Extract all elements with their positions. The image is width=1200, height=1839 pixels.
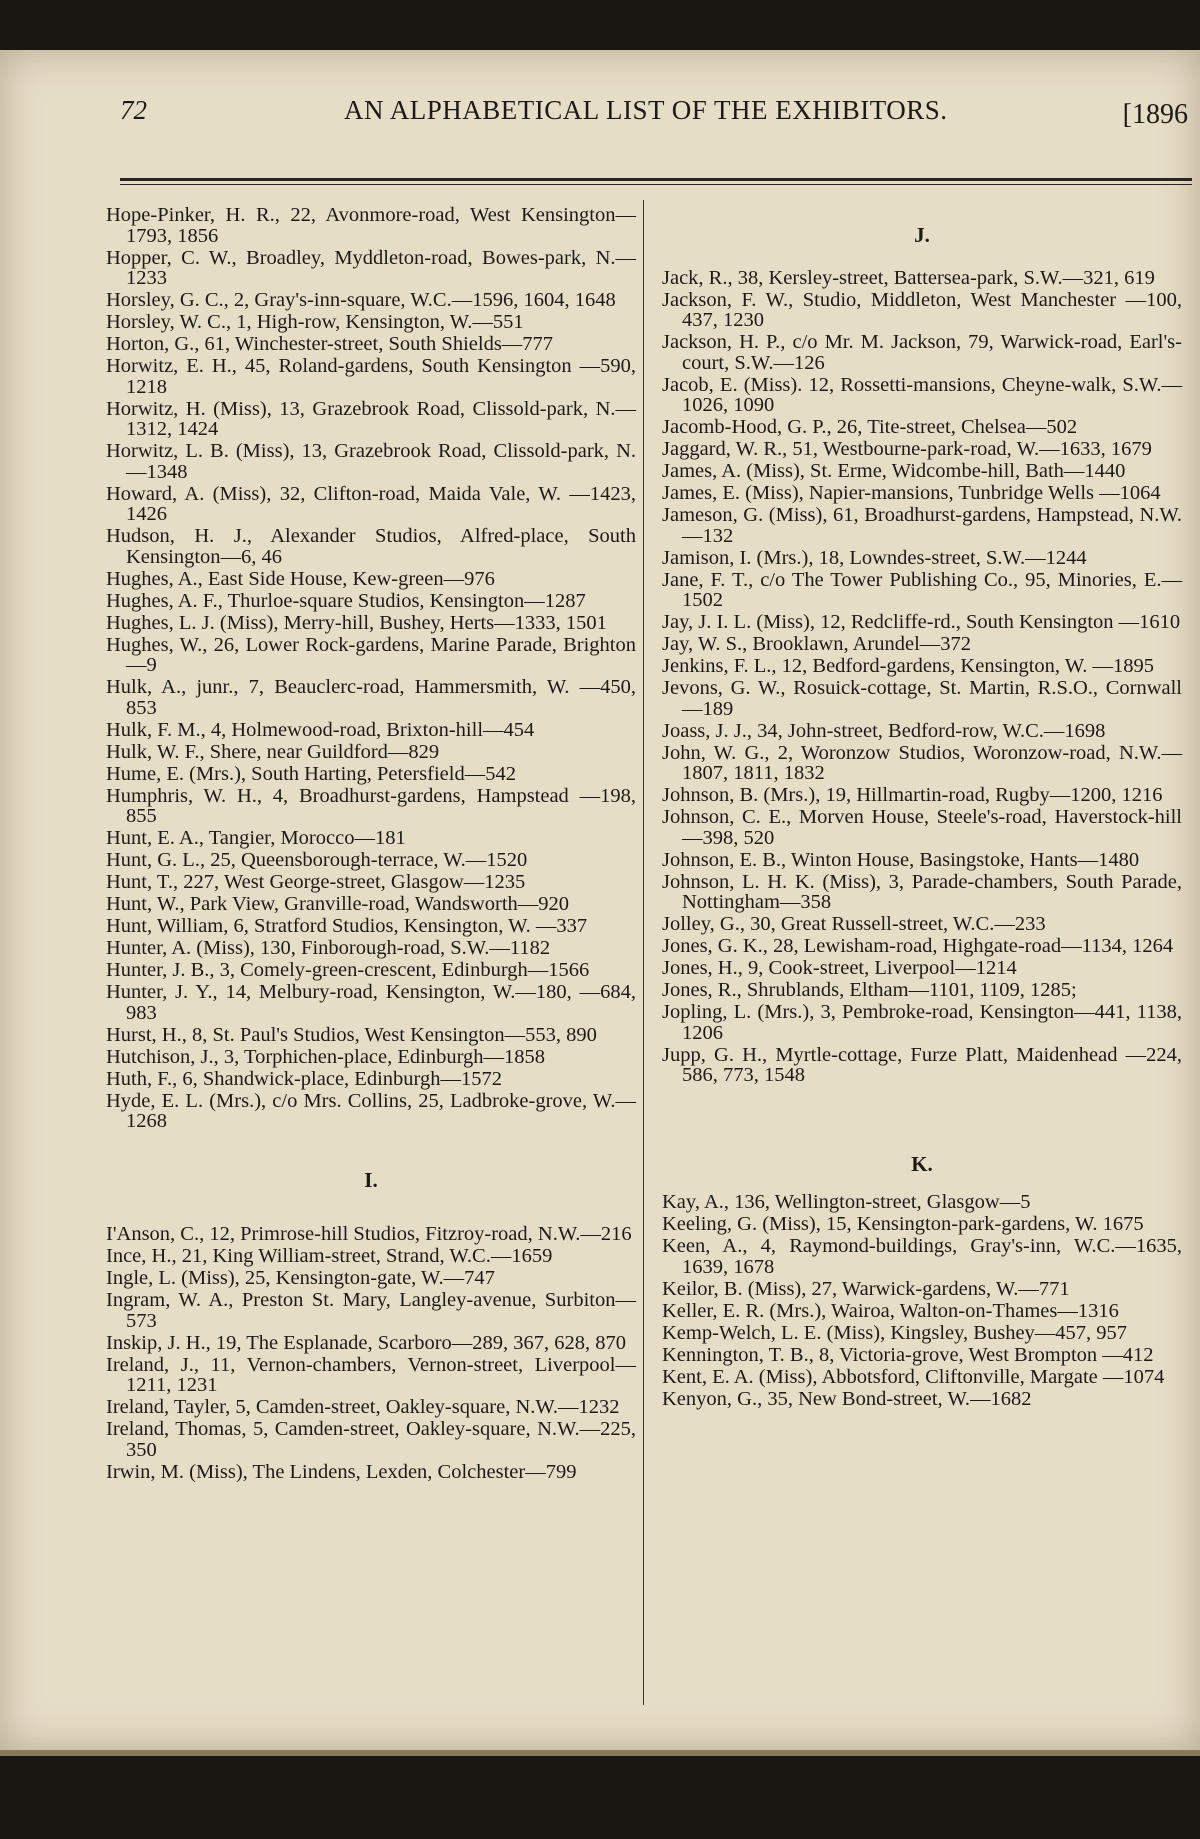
list-item: Jackson, F. W., Studio, Middleton, West Manchester —100, 437, 1230: [662, 288, 1182, 331]
section-heading-i: I.: [364, 1167, 378, 1192]
list-item: Ireland, Tayler, 5, Camden-street, Oakley-square, N.W.—1232: [106, 1396, 620, 1418]
list-item: Joass, J. J., 34, John-street, Bedford-row, W.C.—1698: [662, 719, 1106, 742]
list-item: Hume, E. (Mrs.), South Harting, Petersfield—542: [106, 762, 516, 785]
list-item: Jenkins, F. L., 12, Bedford-gardens, Kensington, W. —1895: [662, 655, 1155, 677]
list-item: Horwitz, L. B. (Miss), 13, Grazebrook Road, Clissold-park, N.—1348: [106, 440, 636, 483]
list-item: Ingram, W. A., Preston St. Mary, Langley-avenue, Surbiton—573: [106, 1289, 636, 1332]
list-item: Howard, A. (Miss), 32, Clifton-road, Maida Vale, W. —1423, 1426: [106, 482, 636, 525]
list-item: Hulk, A., junr., 7, Beauclerc-road, Hammersmith, W. —450, 853: [106, 676, 636, 719]
list-item: Jamison, I. (Mrs.), 18, Lowndes-street, S.W.—1244: [662, 546, 1087, 569]
right-column: [662, 205, 1182, 1411]
list-item: James, A. (Miss), St. Erme, Widcombe-hill, Bath—1440: [662, 460, 1126, 482]
list-item: Hunt, E. A., Tangier, Morocco—181: [106, 827, 406, 849]
list-item: Hughes, A., East Side House, Kew-green—976: [106, 567, 495, 590]
list-item: Irwin, M. (Miss), The Lindens, Lexden, Colchester—799: [106, 1460, 577, 1483]
list-item: Jackson, H. P., c/o Mr. M. Jackson, 79, Warwick-road, Earl's-court, S.W.—126: [662, 331, 1182, 374]
list-item: Hunter, A. (Miss), 130, Finborough-road, S.W.—1182: [106, 937, 551, 959]
list-item: Jay, W. S., Brooklawn, Arundel—372: [662, 633, 972, 655]
left-column: [106, 205, 636, 1484]
list-item: Jones, H., 9, Cook-street, Liverpool—1214: [662, 957, 1017, 979]
list-item: Jack, R., 38, Kersley-street, Battersea-park, S.W.—321, 619: [662, 266, 1155, 289]
list-item: Hopper, C. W., Broadley, Myddleton-road, Bowes-park, N.—1233: [106, 246, 636, 289]
list-item: Johnson, C. E., Morven House, Steele's-road, Haverstock-hill—398, 520: [662, 806, 1182, 849]
list-item: Kennington, T. B., 8, Victoria-grove, West Brompton —412: [662, 1343, 1154, 1366]
list-item: Hughes, L. J. (Miss), Merry-hill, Bushey, Herts—1333, 1501: [106, 611, 607, 634]
list-item: Hutchison, J., 3, Torphichen-place, Edinburgh—1858: [106, 1045, 546, 1068]
list-item: Hunt, William, 6, Stratford Studios, Kensington, W. —337: [106, 915, 588, 937]
list-item: Jameson, G. (Miss), 61, Broadhurst-gardens, Hampstead, N.W.—132: [662, 504, 1182, 547]
section-heading-k: K.: [911, 1151, 933, 1176]
list-item: Jacob, E. (Miss). 12, Rossetti-mansions, Cheyne-walk, S.W.—1026, 1090: [662, 373, 1182, 416]
year-mark: [1896: [1122, 99, 1188, 130]
list-item: Hurst, H., 8, St. Paul's Studios, West Kensington—553, 890: [106, 1023, 597, 1046]
list-item: Ince, H., 21, King William-street, Strand, W.C.—1659: [106, 1245, 553, 1267]
list-item: Jolley, G., 30, Great Russell-street, W.C.—233: [662, 913, 1046, 935]
list-item: Johnson, B. (Mrs.), 19, Hillmartin-road, Rugby—1200, 1216: [662, 784, 1163, 806]
list-item: Jay, J. I. L. (Miss), 12, Redcliffe-rd., South Kensington —1610: [662, 611, 1181, 633]
list-item: Johnson, L. H. K. (Miss), 3, Parade-chambers, South Parade, Nottingham—358: [662, 870, 1182, 913]
list-item: Jones, G. K., 28, Lewisham-road, Highgate-road—1134, 1264: [662, 935, 1174, 957]
list-item: Hughes, W., 26, Lower Rock-gardens, Marine Parade, Brighton—9: [106, 633, 636, 676]
list-item: Inskip, J. H., 19, The Esplanade, Scarboro—289, 367, 628, 870: [106, 1331, 627, 1354]
list-item: Hunt, G. L., 25, Queensborough-terrace, W.—1520: [106, 849, 528, 871]
list-item: John, W. G., 2, Woronzow Studios, Woronzow-road, N.W.—1807, 1811, 1832: [662, 741, 1182, 784]
list-item: Jacomb-Hood, G. P., 26, Tite-street, Chelsea—502: [662, 416, 1078, 438]
list-item: Jopling, L. (Mrs.), 3, Pembroke-road, Kensington—441, 1138, 1206: [662, 1001, 1182, 1044]
list-item: Hulk, F. M., 4, Holmewood-road, Brixton-hill—454: [106, 718, 535, 741]
list-item: Kemp-Welch, L. E. (Miss), Kingsley, Bushey—457, 957: [662, 1321, 1128, 1344]
list-item: Hope-Pinker, H. R., 22, Avonmore-road, West Kensington—1793, 1856: [106, 204, 636, 247]
list-item: Horton, G., 61, Winchester-street, South Shields—777: [106, 333, 554, 355]
list-item: Ireland, Thomas, 5, Camden-street, Oakley-square, N.W.—225, 350: [106, 1418, 636, 1461]
page-edge: [0, 1750, 1200, 1756]
list-item: Jane, F. T., c/o The Tower Publishing Co., 95, Minories, E.—1502: [662, 568, 1182, 611]
list-item: Hulk, W. F., Shere, near Guildford—829: [106, 740, 440, 763]
list-item: Hunt, W., Park View, Granville-road, Wandsworth—920: [106, 893, 570, 915]
book-page: [0, 50, 1200, 1750]
page-header: [120, 95, 1190, 135]
list-item: Kay, A., 136, Wellington-street, Glasgow—5: [662, 1191, 1031, 1213]
list-item: Keilor, B. (Miss), 27, Warwick-gardens, W.—771: [662, 1277, 1070, 1300]
list-item: Horwitz, H. (Miss), 13, Grazebrook Road, Clissold-park, N.—1312, 1424: [106, 397, 636, 440]
list-item: Hunt, T., 227, West George-street, Glasgow—1235: [106, 871, 526, 893]
list-item: I'Anson, C., 12, Primrose-hill Studios, Fitzroy-road, N.W.—216: [106, 1223, 632, 1245]
list-item: Horwitz, E. H., 45, Roland-gardens, South Kensington —590, 1218: [106, 355, 636, 398]
list-item: Keller, E. R. (Mrs.), Wairoa, Walton-on-Thames—1316: [662, 1299, 1119, 1322]
list-item: Horsley, W. C., 1, High-row, Kensington, W.—551: [106, 311, 524, 333]
list-item: Jones, R., Shrublands, Eltham—1101, 1109, 1285;: [662, 979, 1077, 1001]
list-item: Ingle, L. (Miss), 25, Kensington-gate, W.—747: [106, 1267, 495, 1289]
list-item: Ireland, J., 11, Vernon-chambers, Vernon-street, Liverpool—1211, 1231: [106, 1353, 636, 1396]
list-item: Jaggard, W. R., 51, Westbourne-park-road, W.—1633, 1679: [662, 438, 1152, 460]
list-item: Hyde, E. L. (Mrs.), c/o Mrs. Collins, 25, Ladbroke-grove, W.—1268: [106, 1089, 636, 1132]
list-item: Kenyon, G., 35, New Bond-street, W.—1682: [662, 1387, 1032, 1410]
list-item: Hughes, A. F., Thurloe-square Studios, Kensington—1287: [106, 589, 586, 612]
list-item: Jupp, G. H., Myrtle-cottage, Furze Platt, Maidenhead —224, 586, 773, 1548: [662, 1043, 1182, 1086]
list-item: Keen, A., 4, Raymond-buildings, Gray's-inn, W.C.—1635, 1639, 1678: [662, 1235, 1182, 1278]
header-rule: [120, 178, 1192, 181]
list-item: Kent, E. A. (Miss), Abbotsford, Cliftonville, Margate —1074: [662, 1365, 1165, 1388]
list-item: Huth, F., 6, Shandwick-place, Edinburgh—1572: [106, 1067, 502, 1090]
list-item: Hudson, H. J., Alexander Studios, Alfred-place, South Kensington—6, 46: [106, 525, 636, 568]
list-item: James, E. (Miss), Napier-mansions, Tunbridge Wells —1064: [662, 482, 1161, 504]
header-rule-thin: [120, 184, 1192, 185]
list-item: Hunter, J. Y., 14, Melbury-road, Kensington, W.—180, —684, 983: [106, 981, 636, 1024]
list-item: Johnson, E. B., Winton House, Basingstoke, Hants—1480: [662, 848, 1140, 871]
list-item: Hunter, J. B., 3, Comely-green-crescent, Edinburgh—1566: [106, 959, 590, 981]
list-item: Horsley, G. C., 2, Gray's-inn-square, W.C.—1596, 1604, 1648: [106, 289, 616, 311]
list-item: Humphris, W. H., 4, Broadhurst-gardens, Hampstead —198, 855: [106, 784, 636, 827]
page-number: 72: [120, 95, 147, 125]
list-item: Jevons, G. W., Rosuick-cottage, St. Martin, R.S.O., Cornwall—189: [662, 677, 1182, 720]
running-title: AN ALPHABETICAL LIST OF THE EXHIBITORS.: [344, 95, 948, 125]
column-divider: [643, 200, 644, 1705]
list-item: Keeling, G. (Miss), 15, Kensington-park-gardens, W. 1675: [662, 1213, 1144, 1235]
section-heading-j: J.: [914, 223, 930, 247]
